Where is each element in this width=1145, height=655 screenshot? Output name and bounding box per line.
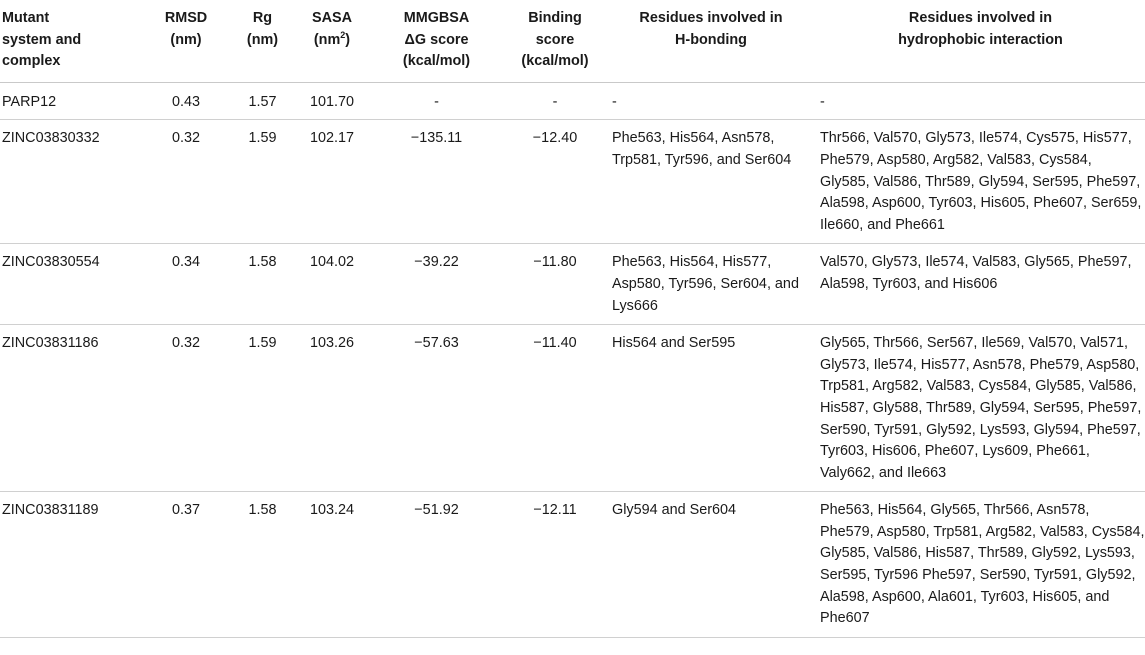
cell-mmgbsa: −39.22 bbox=[369, 244, 504, 325]
table-header bbox=[0, 0, 1145, 82]
cell-rg: 1.58 bbox=[230, 492, 295, 638]
cell-sasa: 103.24 bbox=[295, 492, 369, 638]
cell-mmgbsa: −51.92 bbox=[369, 492, 504, 638]
header-rmsd: RMSD (nm) bbox=[142, 0, 230, 82]
cell-system: ZINC03830332 bbox=[0, 120, 142, 244]
header-binding-score: Binding score (kcal/mol) bbox=[504, 0, 606, 82]
cell-system: ZINC03831186 bbox=[0, 325, 142, 492]
cell-rg: 1.57 bbox=[230, 82, 295, 120]
header-hydrophobic-residues: Residues involved in hydrophobic interaction bbox=[816, 0, 1145, 82]
table-row bbox=[0, 492, 1145, 638]
cell-system: ZINC03830554 bbox=[0, 244, 142, 325]
cell-rg: 1.59 bbox=[230, 120, 295, 244]
cell-binding-score: - bbox=[504, 82, 606, 120]
cell-hbond: His564 and Ser595 bbox=[606, 325, 816, 492]
cell-hbond: Gly594 and Ser604 bbox=[606, 492, 816, 638]
cell-rmsd: 0.37 bbox=[142, 492, 230, 638]
header-row bbox=[0, 0, 1145, 82]
cell-mmgbsa: −135.11 bbox=[369, 120, 504, 244]
cell-binding-score: −11.40 bbox=[504, 325, 606, 492]
cell-hydrophobic: Thr566, Val570, Gly573, Ile574, Cys575, His577, Phe579, Asp580, Arg582, Val583, Cys584, Gly585, Val586, Thr589, Gly594, Ser595, Phe597, Ala598, Asp600, Tyr603, His605, Phe607, Ser659, Ile660, and Phe661 bbox=[816, 120, 1145, 244]
cell-hbond: Phe563, His564, Asn578, Trp581, Tyr596, and Ser604 bbox=[606, 120, 816, 244]
cell-system: ZINC03831189 bbox=[0, 492, 142, 638]
cell-hydrophobic: Gly565, Thr566, Ser567, Ile569, Val570, Val571, Gly573, Ile574, His577, Asn578, Phe579, Asp580, Trp581, Arg582, Val583, Cys584, Gly585, Val586, His587, Gly588, Thr589, Gly594, Ser595, Phe597, Ser590, Tyr591, Gly592, Lys593, Gly594, Phe597, Tyr603, His606, Phe607, Lys609, Phe661, Valy662, and Ile663 bbox=[816, 325, 1145, 492]
cell-hydrophobic: Val570, Gly573, Ile574, Val583, Gly565, Phe597, Ala598, Tyr603, and His606 bbox=[816, 244, 1145, 325]
cell-hbond: - bbox=[606, 82, 816, 120]
table-row bbox=[0, 244, 1145, 325]
table-row bbox=[0, 325, 1145, 492]
cell-rmsd: 0.43 bbox=[142, 82, 230, 120]
table-body bbox=[0, 82, 1145, 637]
cell-mmgbsa: - bbox=[369, 82, 504, 120]
header-sasa: SASA $(nm^2)$ bbox=[295, 0, 369, 82]
header-system: Mutant system and complex bbox=[0, 0, 142, 82]
cell-sasa: 102.17 bbox=[295, 120, 369, 244]
header-hbond-residues: Residues involved in H-bonding bbox=[606, 0, 816, 82]
cell-system: PARP12 bbox=[0, 82, 142, 120]
cell-hbond: Phe563, His564, His577, Asp580, Tyr596, Ser604, and Lys666 bbox=[606, 244, 816, 325]
cell-rmsd: 0.32 bbox=[142, 120, 230, 244]
cell-rg: 1.59 bbox=[230, 325, 295, 492]
cell-rmsd: 0.34 bbox=[142, 244, 230, 325]
table-row bbox=[0, 82, 1145, 120]
table-row bbox=[0, 120, 1145, 244]
cell-rg: 1.58 bbox=[230, 244, 295, 325]
cell-hydrophobic: - bbox=[816, 82, 1145, 120]
cell-binding-score: −12.40 bbox=[504, 120, 606, 244]
header-rg: Rg (nm) bbox=[230, 0, 295, 82]
cell-mmgbsa: −57.63 bbox=[369, 325, 504, 492]
cell-binding-score: −12.11 bbox=[504, 492, 606, 638]
cell-sasa: 104.02 bbox=[295, 244, 369, 325]
cell-rmsd: 0.32 bbox=[142, 325, 230, 492]
cell-sasa: 103.26 bbox=[295, 325, 369, 492]
header-mmgbsa: MMGBSA ΔG score (kcal/mol) bbox=[369, 0, 504, 82]
cell-sasa: 101.70 bbox=[295, 82, 369, 120]
cell-binding-score: −11.80 bbox=[504, 244, 606, 325]
cell-hydrophobic: Phe563, His564, Gly565, Thr566, Asn578, Phe579, Asp580, Trp581, Arg582, Val583, Cys584, Gly585, Val586, His587, Thr589, Gly592, Lys593, Ser595, Tyr596 Phe597, Ser590, Tyr591, Gly592, Ala598, Asp600, Ala601, Tyr603, His605, and Phe607 bbox=[816, 492, 1145, 638]
